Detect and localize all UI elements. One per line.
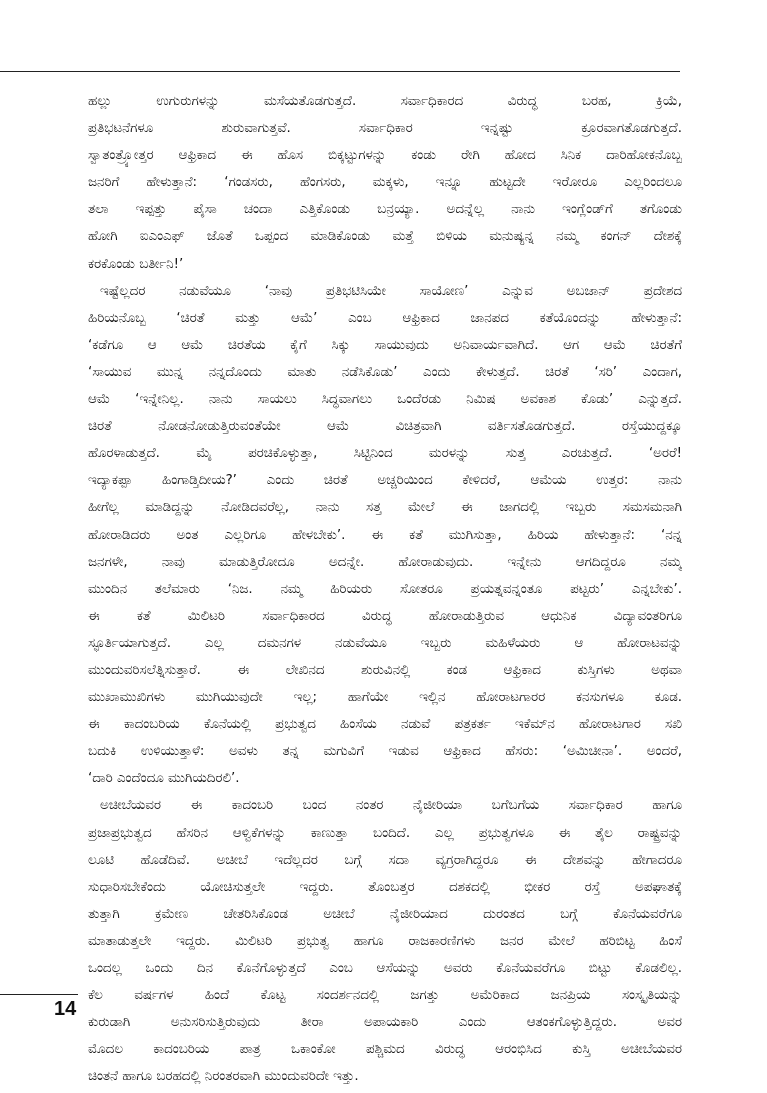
text-line: ಮುಂದುವರಿಸಲೆತ್ನಿಸುತ್ತಾರೆ. ಈ ಲೇಖಿನದ ಶುರುವಿನಲ್ಲಿ ಕಂಡ ಆಫ್ರಿಕಾದ ಕುಸ್ತಿಗಳು ಅಥವಾ (88, 662, 682, 678)
text-line: ‘ಕಡೆಗೂ ಆ ಆಮೆ ಚಿರತೆಯ ಕೈಗೆ ಸಿಕ್ಕು ಸಾಯುವುದು ಅನಿವಾರ್ಯವಾಗಿದೆ. ಆಗ ಆಮೆ ಚಿರತೆಗೆ (88, 337, 682, 353)
text-line: ಒಂದಲ್ಲ ಒಂದು ದಿನ ಕೊನೆಗೊಳ್ಳುತ್ತದೆ ಎಂಬ ಆಸೆಯನ್ನು ಅವರು ಕೊನೆಯವರೆಗೂ ಬಿಟ್ಟು ಕೊಡಲಿಲ್ಲ. (88, 961, 682, 976)
text-line: ಈ ಕತೆ ಮಿಲಿಟರಿ ಸರ್ವಾಧಿಕಾರದ ವಿರುದ್ಧ ಹೋರಾಡುತ್ತಿರುವ ಆಧುನಿಕ ವಿದ್ಯಾವಂತರಿಗೂ (88, 608, 682, 624)
text-line: ಕೆಲ ವರ್ಷಗಳ ಹಿಂದೆ ಕೊಟ್ಟ ಸಂದರ್ಶನದಲ್ಲಿ ಜಗತ್ತು ಅಮೆರಿಕಾದ ಜನಪ್ರಿಯ ಸಂಸ್ಕೃತಿಯನ್ನು (88, 988, 682, 1004)
text-line: ಜನಗಳೇ, ನಾವು ಮಾಡುತ್ತಿರೋದೂ ಅದನ್ನೇ. ಹೋರಾಡುವುದು. ಇನ್ನೇನು ಆಗದಿದ್ದರೂ ನಮ್ಮ (88, 554, 682, 570)
text-line: ಚಿಂತನೆ ಹಾಗೂ ಬರಹದಲ್ಲಿ ನಿರಂತರವಾಗಿ ಮುಂದುವರಿದೇ ಇತ್ತು. (88, 1069, 359, 1085)
text-line: ಹೋಗಿ ಐಎಂಎಫ್ ಜೊತೆ ಒಪ್ಪಂದ ಮಾಡಿಕೊಂಡು ಮತ್ತೆ ಬಿಳಿಯ ಮನುಷ್ಯನ್ನ ನಮ್ಮ ಕಂಗನ್ ದೇಶಕ್ಕೆ (88, 229, 682, 245)
text-line: ಹಿರಿಯನೊಬ್ಬ ‘ಚಿರತೆ ಮತ್ತು ಆಮೆ’ ಎಂಬ ಆಫ್ರಿಕಾದ ಜಾನಪದ ಕತೆಯೊಂದನ್ನು ಹೇಳುತ್ತಾನೆ: (88, 310, 682, 326)
top-rule (0, 71, 680, 72)
text-line: ಮೊದಲ ಕಾದಂಬರಿಯ ಪಾತ್ರ ಒಕಾಂಕೋ ಪಶ್ಚಿಮದ ವಿರುದ್ಧ ಆರಂಭಿಸಿದ ಕುಸ್ತಿ ಅಚೀಬೆಯವರ (88, 1042, 682, 1058)
text-line: ಸ್ಫೂರ್ತಿಯಾಗುತ್ತದೆ. ಎಲ್ಲ ದಮನಗಳ ನಡುವೆಯೂ ಇಬ್ಬರು ಮಹಿಳೆಯರು ಆ ಹೋರಾಟವನ್ನು (88, 635, 682, 651)
footer-rule (0, 994, 78, 995)
text-line: ಸ್ವಾತಂತ್ರ್ಯೋತ್ತರ ಆಫ್ರಿಕಾದ ಈ ಹೊಸ ಬಿಕ್ಕಟ್ಟುಗಳನ್ನು ಕಂಡು ರೇಗಿ ಹೋದ ಸಿನಿಕ ದಾರಿಹೋಕನೊಬ್ಬ (88, 148, 682, 164)
text-line: ಹೋರಾಡಿದರು ಅಂತ ಎಲ್ಲರಿಗೂ ಹೇಳಬೇಕು’. ಈ ಕತೆ ಮುಗಿಸುತ್ತಾ, ಹಿರಿಯ ಹೇಳುತ್ತಾನೆ: ‘ನನ್ನ (88, 527, 682, 543)
text-line: ಮಾತಾಡುತ್ತಲೇ ಇದ್ದರು. ಮಿಲಿಟರಿ ಪ್ರಭುತ್ವ ಹಾಗೂ ರಾಜಕಾರಣಿಗಳು ಜನರ ಮೇಲೆ ಹರಿಬಿಟ್ಟ ಹಿಂಸೆ (88, 933, 682, 949)
text-line: ಜನರಿಗೆ ಹೇಳುತ್ತಾನೆ: ‘ಗಂಡಸರು, ಹೆಂಗಸರು, ಮಕ್ಕಳು, ಇನ್ನೂ ಹುಟ್ಟದೇ ಇರೋರೂ ಎಲ್ಲರಿಂದಲೂ (88, 175, 682, 191)
text-line: ಕುರುಡಾಗಿ ಅನುಸರಿಸುತ್ತಿರುವುದು ತೀರಾ ಅಪಾಯಕಾರಿ ಎಂದು ಆತಂಕಗೊಳ್ಳುತ್ತಿದ್ದರು. ಅವರ (88, 1015, 682, 1031)
text-line: ಮುಖಾಮುಖಿಗಳು ಮುಗಿಯುವುದೇ ಇಲ್ಲ; ಹಾಗೆಯೇ ಇಲ್ಲಿನ ಹೋರಾಟಗಾರರ ಕನಸುಗಳೂ ಕೂಡ. (88, 690, 682, 706)
text-line: ಮುಂದಿನ ತಲೆಮಾರು ‘ನಿಜ. ನಮ್ಮ ಹಿರಿಯರು ಸೋತರೂ ಪ್ರಯತ್ನವನ್ನಂತೂ ಪಟ್ಟರು’ ಎನ್ನಬೇಕು’. (88, 581, 682, 597)
text-line: ಕರಕೊಂಡು ಬರ್ತೀನಿ!’ (88, 256, 184, 272)
text-line: ಬದುಕಿ ಉಳಿಯುತ್ತಾಳೆ: ಅವಳು ತನ್ನ ಮಗುವಿಗೆ ಇಡುವ ಆಫ್ರಿಕಾದ ಹೆಸರು: ‘ಅಮಿಚೀನಾ’. ಅಂದರೆ, (88, 744, 682, 760)
text-line: ತುತ್ತಾಗಿ ಕ್ರಮೇಣ ಚೇತರಿಸಿಕೊಂಡ ಅಚೀಬೆ ನೈಜೀರಿಯಾದ ದುರಂತದ ಬಗ್ಗೆ ಕೊನೆಯವರೆಗೂ (88, 906, 682, 922)
text-line: ತಲಾ ಇಪ್ಪತ್ತು ಪೈಸಾ ಚಂದಾ ಎತ್ತಿಕೊಂಡು ಬನ್ರಯ್ಯಾ. ಅದನ್ನೆಲ್ಲ ನಾನು ಇಂಗ್ಲೆಂಡ್‌ಗೆ ತಗೊಂಡು (88, 202, 682, 218)
page-number: 14 (54, 998, 77, 1020)
text-line: ಪ್ರತಿಭಟನೆಗಳೂ ಶುರುವಾಗುತ್ತವೆ. ಸರ್ವಾಧಿಕಾರ ಇನ್ನಷ್ಟು ಕ್ರೂರವಾಗತೊಡಗುತ್ತದೆ. (88, 121, 682, 137)
text-line: ಹೀಗೆಲ್ಲ ಮಾಡಿದ್ದನ್ನು ನೋಡಿದವರೆಲ್ಲ, ನಾನು ಸತ್ತ ಮೇಲೆ ಈ ಜಾಗದಲ್ಲಿ ಇಬ್ಬರು ಸಮಸಮನಾಗಿ (88, 500, 682, 516)
text-line: ಇದ್ಯಾಕಪ್ಪಾ ಹಿಂಗಾಡ್ತಿದೀಯ?’ ಎಂದು ಚಿರತೆ ಅಚ್ಚರಿಯಿಂದ ಕೇಳಿದರೆ, ಆಮೆಯ ಉತ್ತರ: ನಾನು (88, 473, 682, 489)
text-line: ಸುಧಾರಿಸಬೇಕೆಂದು ಯೋಚಿಸುತ್ತಲೇ ಇದ್ದರು. ತೊಂಬತ್ತರ ದಶಕದಲ್ಲಿ ಭೀಕರ ರಸ್ತೆ ಅಪಘಾತಕ್ಕೆ (88, 879, 682, 895)
text-line: ಹಲ್ಲು ಉಗುರುಗಳನ್ನು ಮಸೆಯತೊಡಗುತ್ತದೆ. ಸರ್ವಾಧಿಕಾರದ ವಿರುದ್ಧ ಬರಹ, ಕ್ರಿಯೆ, (88, 94, 682, 109)
text-line: ಅಚೀಬೆಯವರ ಈ ಕಾದಂಬರಿ ಬಂದ ನಂತರ ನೈಜೀರಿಯಾ ಬಗೆಬಗೆಯ ಸರ್ವಾಧಿಕಾರ ಹಾಗೂ (100, 798, 682, 814)
text-line: ಆಮೆ ‘ಇನ್ನೇನಿಲ್ಲ. ನಾನು ಸಾಯಲು ಸಿದ್ಧವಾಗಲು ಒಂದೆರಡು ನಿಮಿಷ ಅವಕಾಶ ಕೊಡು’ ಎನ್ನುತ್ತದೆ. (88, 392, 682, 408)
text-line: ಚಿರತೆ ನೋಡನೋಡುತ್ತಿರುವಂತೆಯೇ ಆಮೆ ವಿಚಿತ್ರವಾಗಿ ವರ್ತಿಸತೊಡಗುತ್ತದೆ. ರಸ್ತೆಯುದ್ದಕ್ಕೂ (88, 419, 682, 435)
paragraph (88, 278, 682, 793)
text-line: ‘ಸಾಯುವ ಮುನ್ನ ನನ್ನದೊಂದು ಮಾತು ನಡೆಸಿಕೊಡು’ ಎಂದು ಕೇಳುತ್ತದೆ. ಚಿರತೆ ‘ಸರಿ’ ಎಂದಾಗ, (88, 364, 682, 380)
body-text (88, 88, 682, 1090)
text-line: ಹೊರಳಾಡುತ್ತದೆ. ಮೈ ಪರಚಿಕೊಳ್ಳುತ್ತಾ, ಸಿಟ್ಟಿನಿಂದ ಮರಳನ್ನು ಸುತ್ತ ಎರಚುತ್ತದೆ. ‘ಅರರೆ! (88, 446, 682, 462)
paragraph (88, 88, 682, 278)
text-line: ಪ್ರಜಾಪ್ರಭುತ್ವದ ಹೆಸರಿನ ಆಳ್ವಿಕೆಗಳನ್ನು ಕಾಣುತ್ತಾ ಬಂದಿದೆ. ಎಲ್ಲ ಪ್ರಭುತ್ವಗಳೂ ಈ ತೈಲ ರಾಷ್ಟ್ರವನ್ನು (88, 825, 682, 841)
text-line: ಇಷ್ಟೆಲ್ಲದರ ನಡುವೆಯೂ ‘ನಾವು ಪ್ರತಿಭಟಿಸಿಯೇ ಸಾಯೋಣ’ ಎನ್ನುವ ಅಬಜಾನ್ ಪ್ರದೇಶದ (100, 283, 682, 299)
text-line: ‘ದಾರಿ ಎಂದೆಂದೂ ಮುಗಿಯದಿರಲಿ’. (88, 771, 240, 787)
paragraph (88, 792, 682, 1090)
text-line: ಲೂಟಿ ಹೊಡೆದಿವೆ. ಅಚೀಬೆ ಇದೆಲ್ಲದರ ಬಗ್ಗೆ ಸದಾ ವ್ಯಗ್ರರಾಗಿದ್ದರೂ ಈ ದೇಶವನ್ನು ಹೇಗಾದರೂ (88, 852, 682, 868)
text-line: ಈ ಕಾದಂಬರಿಯ ಕೊನೆಯಲ್ಲಿ ಪ್ರಭುತ್ವದ ಹಿಂಸೆಯ ನಡುವೆ ಪತ್ರಕರ್ತ ಇಕೆಮ್‌ನ ಹೋರಾಟಗಾರ ಸಖಿ (88, 717, 682, 733)
